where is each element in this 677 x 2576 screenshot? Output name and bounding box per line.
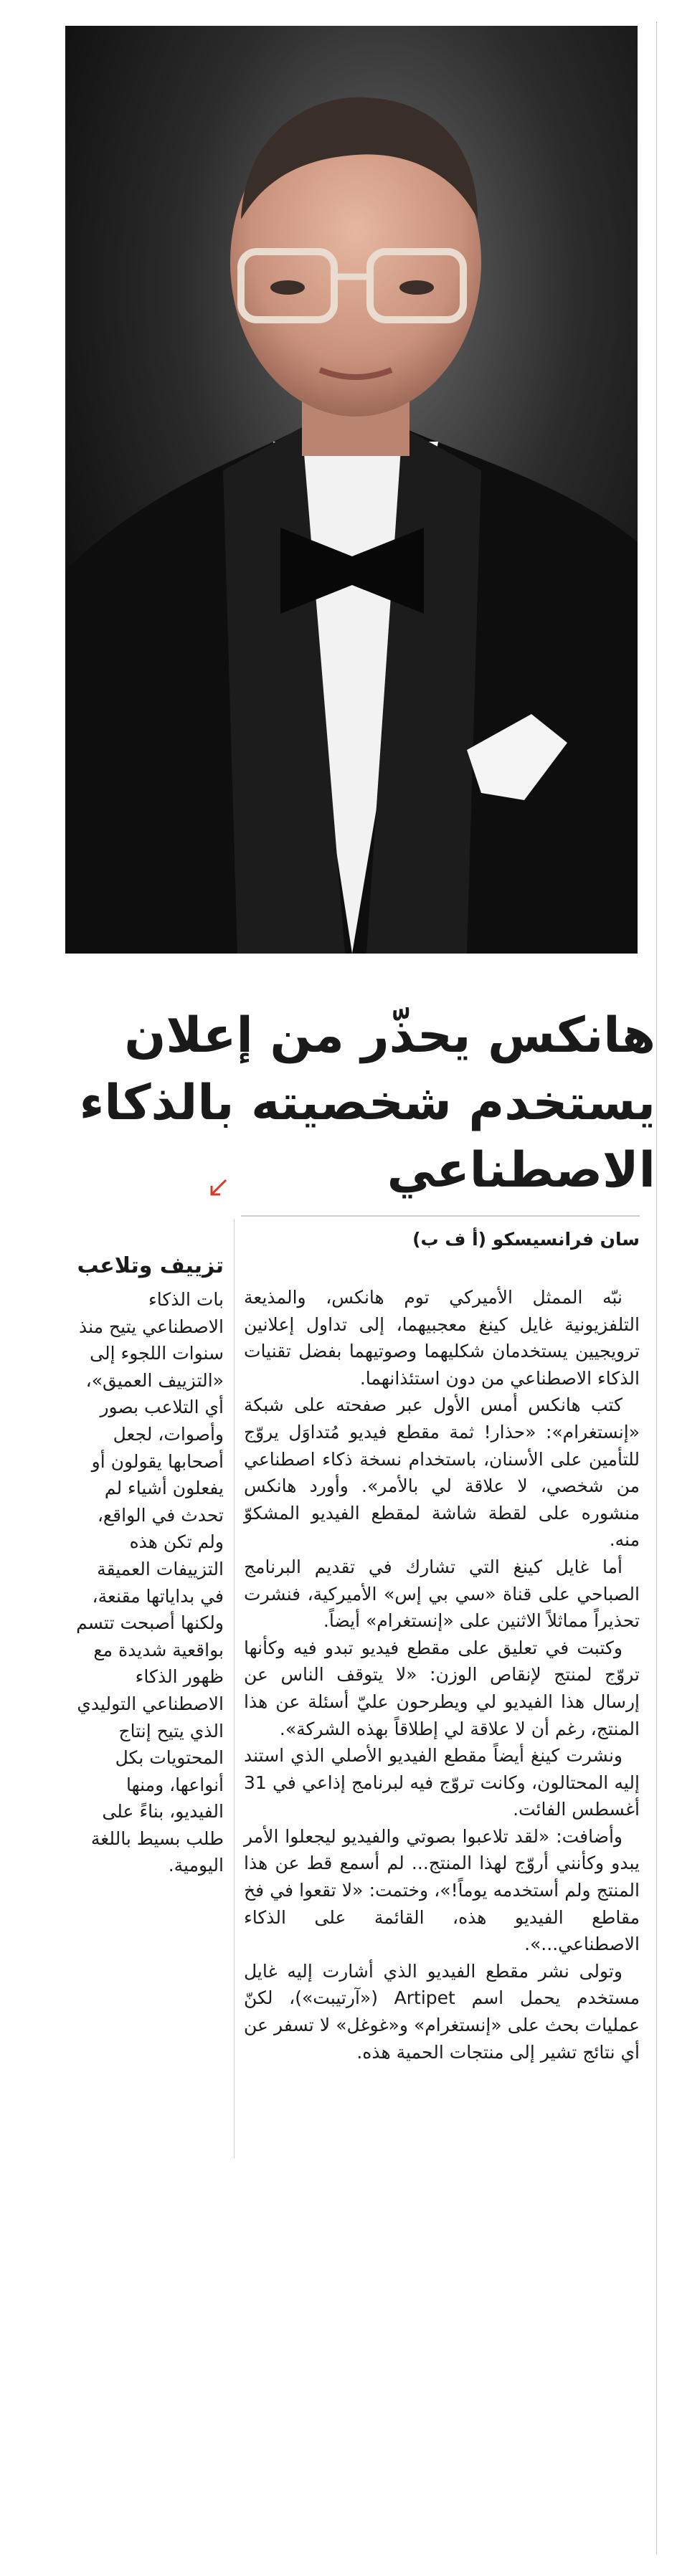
- column-divider: [234, 1219, 235, 2158]
- paragraph: ونشرت كينغ أيضاً مقطع الفيديو الأصلي الذي استند إليه المحتالون، وكانت تروّج فيه لبرنامج إذاعي في 31 أغسطس الفائت.: [244, 1745, 640, 1820]
- paragraph: وكتبت في تعليق على مقطع فيديو تبدو فيه وكأنها تروّج لمنتج لإنقاص الوزن: «لا يتوقف الناس عن إرسال هذا الفيديو لي ويطرحون عليّ أسئلة عن هذا المنتج، رغم أن لا علاقة لي إطلاقاً بهذه الشركة».: [244, 1637, 640, 1739]
- diagonal-arrow-icon: [207, 1177, 229, 1199]
- paragraph: وتولى نشر مقطع الفيديو الذي أشارت إليه غايل مستخدم يحمل اسم Artipet («آرتيبت»)، لكنّ عمليات بحث على «إنستغرام» و«غوغل» لا تسفر عن أي نتائج تشير إلى منتجات الحمية هذه.: [244, 1960, 640, 2063]
- page-edge-rule: [656, 22, 657, 2554]
- sidebar-text: بات الذكاء الاصطناعي يتيح منذ سنوات اللجوء إلى «التزييف العميق»، أي التلاعب بصور وأصوات، لجعل أصحابها يقولون أو يفعلون أشياء لم تحدث في الواقع، ولم تكن هذه التزييفات العميقة في بداياتها مقنعة، ولكنها أصبحت تتسم بواقعية شديدة مع ظهور الذكاء الاصطناعي التوليدي الذي يتيح إنتاج المحتويات بكل أنواعها، ومنها الفيديو، بناءً على طلب بسيط باللغة اليومية.: [76, 1289, 224, 1876]
- article-body: [244, 1225, 640, 2066]
- paragraph: كتب هانكس أمس الأول عبر صفحته على شبكة «إنستغرام»: «حذار! ثمة مقطع فيديو مُتداوَل يروّج للتأمين على الأسنان، باستخدام نسخة ذكاء اصطناعي من شخصي، لا علاقة لي بالأمر». وأورد هانكس منشوره على لقطة شاشة لمقطع الفيديو المشكوّ منه.: [244, 1394, 640, 1551]
- portrait-photo-illustration: [65, 26, 638, 954]
- sidebar-title: تزييف وتلاعب: [77, 1253, 224, 1278]
- headline-line-1: هانكس يحذّر من إعلان: [124, 1007, 655, 1064]
- headline-line-3: الاصطناعي: [387, 1141, 655, 1199]
- article-photo: [65, 26, 638, 954]
- paragraph: وأضافت: «لقد تلاعبوا بصوتي والفيديو ليجعلوا الأمر يبدو وكأنني أروّج لهذا المنتج... لم أسمع قط عن هذا المنتج ولم أستخدمه يوماً!»، وختمت: «لا تقعوا في فخ مقاطع الفيديو هذه، القائمة على الذكاء الاصطناعي...».: [244, 1825, 640, 1955]
- dateline: سان فرانسيسكو (أ ف ب): [412, 1229, 640, 1250]
- top-rule: [241, 1215, 640, 1217]
- paragraph: نبّه الممثل الأميركي توم هانكس، والمذيعة التلفزيونية غايل كينغ معجبيهما، إلى تداول إعلانين ترويجيين يستخدمان شكليهما وصوتيهما بفضل تقنيات الذكاء الاصطناعي من دون استئذانهما.: [244, 1287, 640, 1389]
- paragraph: أما غايل كينغ التي تشارك في تقديم البرنامج الصباحي على قناة «سي بي إس» الأميركية، فنشرت تحذيراً مماثلاً الاثنين على «إنستغرام» أيضاً.: [244, 1556, 640, 1632]
- headline-line-2: يستخدم شخصيته بالذكاء: [79, 1074, 655, 1131]
- article-headline: [43, 1002, 655, 1204]
- sidebar-box: [72, 1252, 224, 1879]
